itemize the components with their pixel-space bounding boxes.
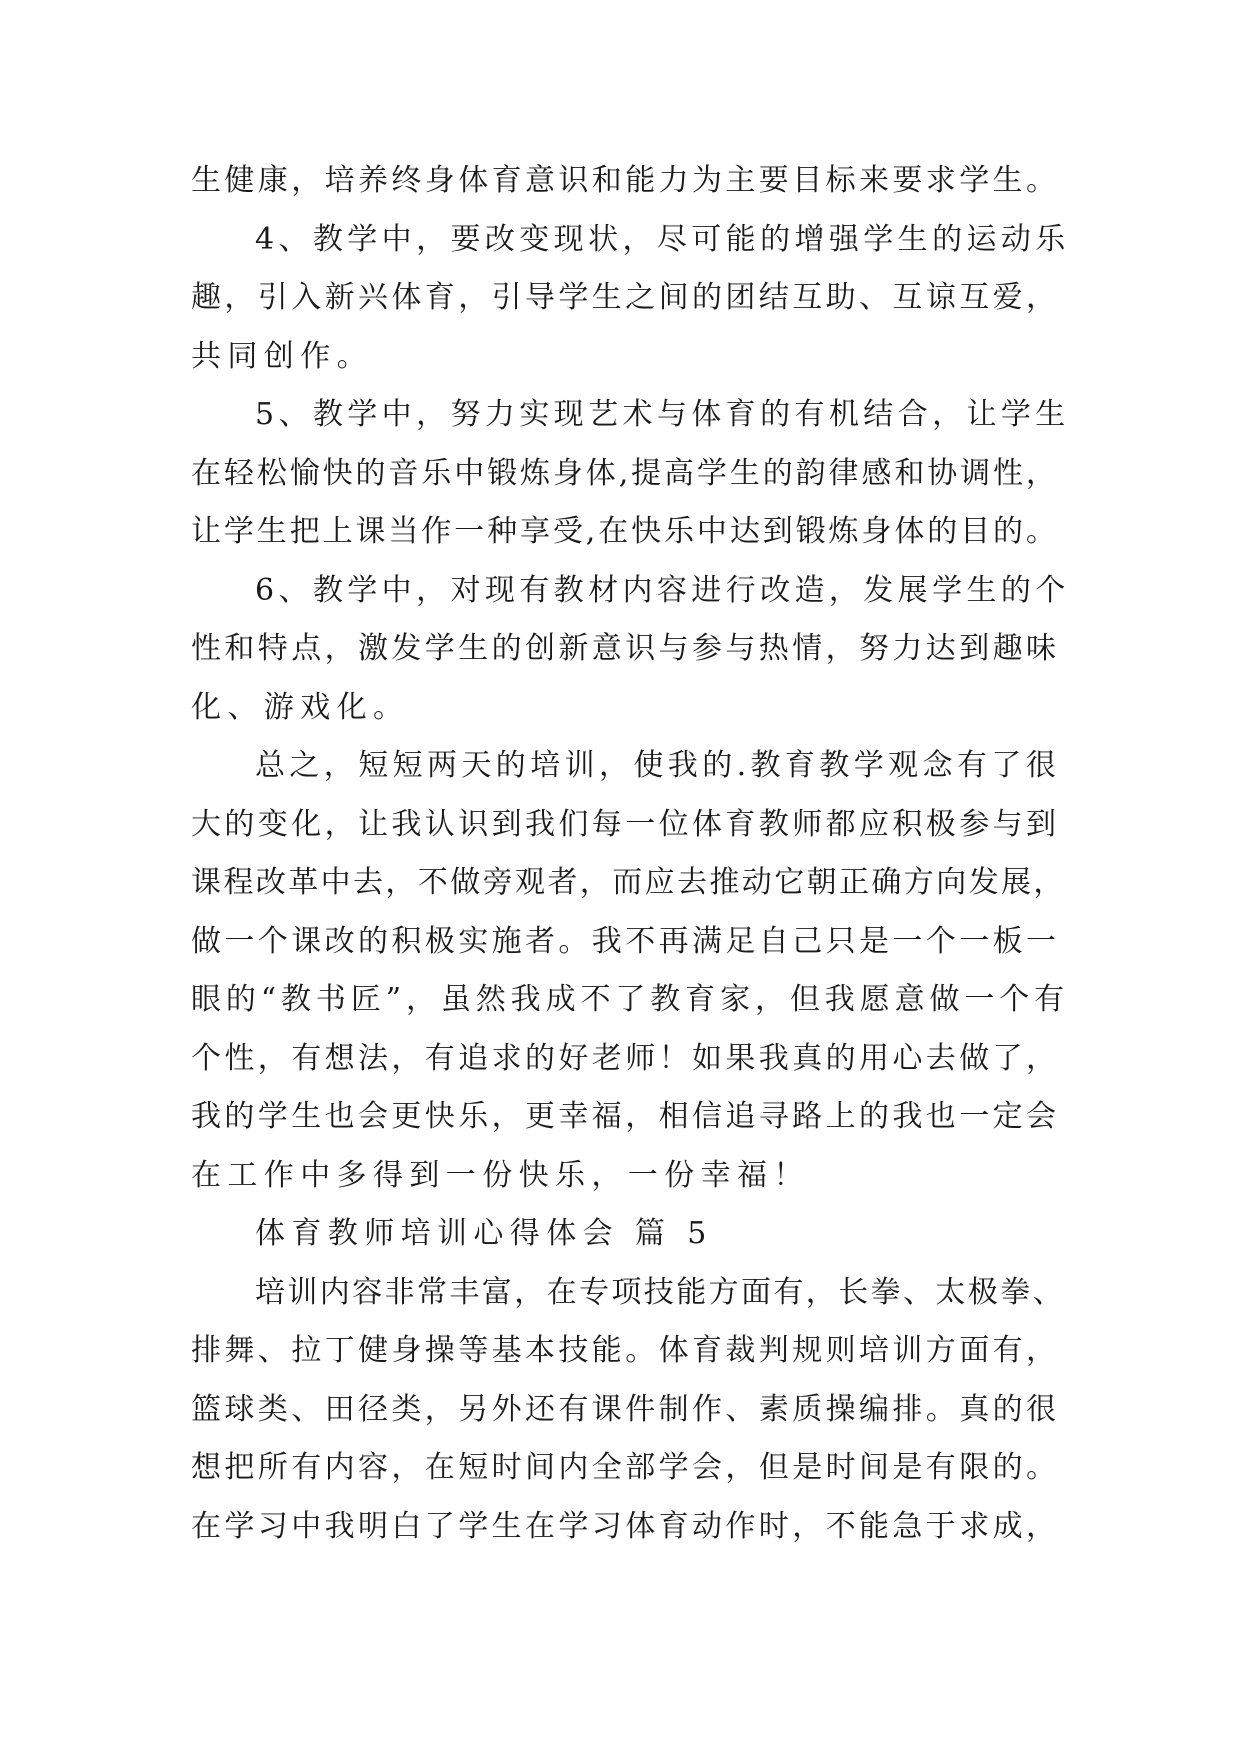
text-line: 体育教师培训心得体会 篇 5 bbox=[255, 1216, 713, 1251]
text-line: 生健康，培养终身体育意识和能力为主要目标来要求学生。 bbox=[191, 163, 1060, 198]
text-line: 个性，有想法，有追求的好老师！如果我真的用心去做了， bbox=[191, 1040, 1060, 1076]
text-line: 大的变化，让我认识到我们每一位体育教师都应积极参与到 bbox=[191, 806, 1060, 842]
text-line: 做一个课改的积极实施者。我不再满足自己只是一个一板一 bbox=[191, 923, 1060, 959]
text-line: 5、教学中，努力实现艺术与体育的有机结合，让学生 bbox=[255, 397, 1070, 432]
text-line: 想把所有内容，在短时间内全部学会，但是时间是有限的。 bbox=[191, 1450, 1060, 1485]
text-line: 趣，引入新兴体育，引导学生之间的团结互助、互谅互爱， bbox=[191, 280, 1060, 315]
text-line: 让学生把上课当作一种享受,在快乐中达到锻炼身体的目的。 bbox=[191, 514, 1059, 549]
body-text bbox=[191, 152, 1071, 1556]
text-line: 在工作中多得到一份快乐，一份幸福！ bbox=[191, 1157, 810, 1193]
text-line: 眼的“教书匠”，虽然我成不了教育家，但我愿意做一个有 bbox=[191, 982, 1070, 1017]
text-line: 在轻松愉快的音乐中锻炼身体,提高学生的韵律感和协调性， bbox=[191, 455, 1059, 491]
text-line: 共同创作。 bbox=[191, 338, 373, 374]
text-line: 性和特点，激发学生的创新意识与参与热情，努力达到趣味 bbox=[191, 631, 1060, 666]
text-line: 篮球类、田径类，另外还有课件制作、素质操编排。真的很 bbox=[191, 1391, 1060, 1427]
text-line: 6、教学中，对现有教材内容进行改造，发展学生的个 bbox=[255, 572, 1070, 608]
text-line: 总之，短短两天的培训，使我的.教育教学观念有了很 bbox=[255, 748, 1061, 783]
text-line: 排舞、拉丁健身操等基本技能。体育裁判规则培训方面有， bbox=[191, 1333, 1060, 1368]
text-line: 我的学生也会更快乐，更幸福，相信追寻路上的我也一定会 bbox=[191, 1099, 1060, 1134]
text-line: 化、游戏化。 bbox=[191, 689, 410, 725]
text-line: 在学习中我明白了学生在学习体育动作时，不能急于求成， bbox=[191, 1508, 1060, 1544]
text-line: 培训内容非常丰富，在专项技能方面有，长拳、太极拳、 bbox=[255, 1274, 1065, 1310]
text-line: 课程改革中去，不做旁观者，而应去推动它朝正确方向发展， bbox=[191, 865, 1066, 900]
text-line: 4、教学中，要改变现状，尽可能的增强学生的运动乐 bbox=[255, 221, 1070, 257]
